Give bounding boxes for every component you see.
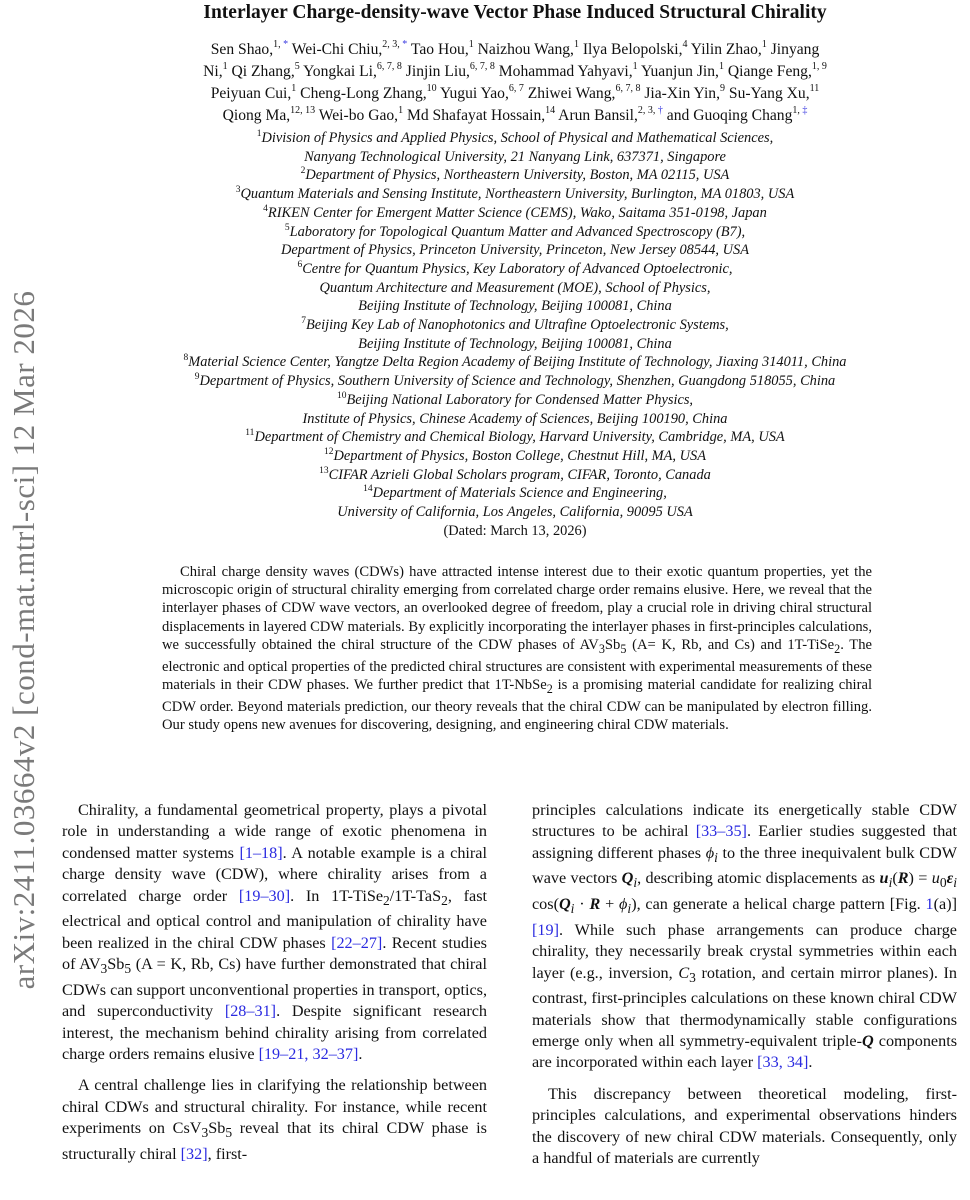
affiliation-line: $^4$RIKEN Center for Emergent Matter Science (CEMS), Wako, Saitama 351-0198, Japan <box>263 203 767 221</box>
paper-title: Interlayer Charge-density-wave Vector Phase Induced Structural Chirality <box>203 2 827 23</box>
affiliation-line: $^6$Centre for Quantum Physics, Key Laboratory of Advanced Optoelectronic, <box>297 259 733 277</box>
author-list <box>60 39 970 127</box>
paper-header <box>60 0 970 541</box>
affiliation-line: $^{12}$Department of Physics, Boston College, Chestnut Hill, MA, USA <box>323 446 706 464</box>
affiliation-line: $^{10}$Beijing National Laboratory for Condensed Matter Physics, <box>336 390 694 408</box>
author-line: Qiong Ma,$^{12, 13}$ Wei-bo Gao,$^1$ Md Shafayat Hossain,$^{14}$ Arun Bansil,$^{2, 3, \dagger}$ and Guoqing Chang$^{1, \ddagger}$ <box>222 105 808 124</box>
affiliation-line: $^{11}$Department of Chemistry and Chemical Biology, Harvard University, Cambridge, MA, USA <box>245 428 785 446</box>
affiliation-line: University of California, Los Angeles, California, 90095 USA <box>337 504 693 521</box>
affiliation-line: Quantum Architecture and Measurement (MOE), School of Physics, <box>319 279 711 296</box>
arxiv-identifier: arXiv:2411.03664v2 [cond-mat.mtrl-sci] 12 Mar 2026 <box>6 290 41 990</box>
body-paragraph: This discrepancy between theoretical modeling, first-principles calculations, and experimental observations hinders the discovery of new chiral CDW materials. Consequently, only a handful of materials are currently <box>532 1084 957 1168</box>
affiliation-line: $^{14}$Department of Materials Science and Engineering, <box>363 484 667 502</box>
affiliation-list <box>60 129 970 522</box>
affiliation-line: $^{13}$CIFAR Azrieli Global Scholars program, CIFAR, Toronto, Canada <box>319 465 711 483</box>
affiliation-line: Institute of Physics, Chinese Academy of Sciences, Beijing 100190, China <box>302 410 728 427</box>
affiliation-line: $^1$Division of Physics and Applied Physics, School of Physical and Mathematical Sciences, <box>256 129 774 146</box>
author-line: Ni,$^1$ Qi Zhang,$^5$ Yongkai Li,$^{6, 7, 8}$ Jinjin Liu,$^{6, 7, 8}$ Mohammad Yahyavi,$^1$ Yuanjun Jin,$^1$ Qiange Feng,$^{1, 9}$ <box>203 61 827 80</box>
affiliation-line: $^8$Material Science Center, Yangtze Delta Region Academy of Beijing Institute of Technology, Jiaxing 314011, China <box>183 353 847 371</box>
affiliation-line: $^7$Beijing Key Lab of Nanophotonics and Ultrafine Optoelectronic Systems, <box>301 316 729 334</box>
affiliation-line: Beijing Institute of Technology, Beijing 100081, China <box>358 298 672 315</box>
dated-line: (Dated: March 13, 2026) <box>443 522 587 539</box>
affiliation-line: $^9$Department of Physics, Southern University of Science and Technology, Shenzhen, Guangdong 518055, China <box>194 372 836 390</box>
affiliation-line: Beijing Institute of Technology, Beijing 100081, China <box>358 335 672 352</box>
body-left-column <box>62 800 487 1165</box>
abstract: Chiral charge density waves (CDWs) have attracted intense interest due to their exotic quantum properties, yet the microscopic origin of structural chirality emerging from correlated charge order remains elusive. Here, we reveal that the interlayer phases of CDW wave vectors, an overlooked degree of freedom, play a crucial role in driving chiral structural displacements in layered CDW materials. By explicitly incorporating the interlayer phases in first-principles calculations, we successfully obtained the chiral structure of the CDW phases of $AV_3Sb_5$ (A= K, Rb, and Cs) and 1T-TiSe$_2$. The electronic and optical properties of the predicted chiral structures are consistent with experimental measurements of these materials in their CDW phases. We further predict that 1T-NbSe$_2$ is a promising material candidate for realizing chiral CDW order. Beyond materials prediction, our theory reveals that the chiral CDW can be manipulated by electron filling. Our study opens new avenues for discovering, designing, and engineering chiral CDW materials. <box>162 564 872 734</box>
author-line: Sen Shao,$^{1, *}$ Wei-Chi Chiu,$^{2, 3, *}$ Tao Hou,$^1$ Naizhou Wang,$^1$ Ilya Belopolski,$^4$ Yilin Zhao,$^1$ Jinyang <box>210 39 820 58</box>
body-right-column <box>532 800 957 1169</box>
body-paragraph: principles calculations indicate its energetically stable CDW structures to be achiral [33–35]. Earlier studies suggested that assigning different phases $\phi_i$ to the three inequivalent bulk CDW wave vectors $Q_i$, describing atomic displacements as $u_i(R) = u_0\varepsilon_i$ $\cos(Q_i \cdot R + \phi_i)$, can generate a helical charge pattern [Fig. 1(a)][19]. While such phase arrangements can produce charge chirality, they necessarily break crystal symmetries within each layer (e.g., inversion, $C_3$ rotation, and certain mirror planes). In contrast, first-principles calculations on these known chiral CDW materials show that thermodynamically stable configurations emerge only when all symmetry-equivalent triple-Q components are incorporated within each layer [33, 34]. <box>532 801 958 1072</box>
affiliation-line: Department of Physics, Princeton University, Princeton, New Jersey 08544, USA <box>281 242 749 259</box>
arxiv-stamp <box>0 0 48 1200</box>
body-paragraph: A central challenge lies in clarifying the relationship between chiral CDWs and structural chirality. For instance, while recent experiments on $CsV_3Sb_5$ reveal that its chiral CDW phase is structurally chiral [32], first- <box>62 1076 487 1163</box>
affiliation-line: $^3$Quantum Materials and Sensing Institute, Northeastern University, Burlington, MA 01803, USA <box>235 185 795 203</box>
author-line: Peiyuan Cui,$^1$ Cheng-Long Zhang,$^{10}$ Yugui Yao,$^{6, 7}$ Zhiwei Wang,$^{6, 7, 8}$ Jia-Xin Yin,$^9$ Su-Yang Xu,$^{11}$ <box>210 83 820 102</box>
affiliation-line: $^5$Laboratory for Topological Quantum Matter and Advanced Spectroscopy (B7), <box>284 222 746 240</box>
body-paragraph: Chirality, a fundamental geometrical property, plays a pivotal role in understanding a wide range of exotic phenomena in condensed matter systems [1–18]. A notable example is a chiral charge density wave (CDW), where chirality arises from a correlated charge order [19–30]. In 1T-TiSe$_2$/1T-TaS$_2$, fast electrical and optical control and manipulation of chirality have been realized in the chiral CDW phases [22–27]. Recent studies of $AV_3Sb_5$ (A = K, Rb, Cs) have further demonstrated that chiral CDWs can support unconventional properties in transport, optics, and superconductivity [28–31]. Despite significant research interest, the mechanism behind chirality arising from correlated charge orders remains elusive [19–21, 32–37]. <box>62 801 488 1063</box>
affiliation-line: $^2$Department of Physics, Northeastern University, Boston, MA 02115, USA <box>300 166 730 184</box>
affiliation-line: Nanyang Technological University, 21 Nanyang Link, 637371, Singapore <box>304 148 726 165</box>
